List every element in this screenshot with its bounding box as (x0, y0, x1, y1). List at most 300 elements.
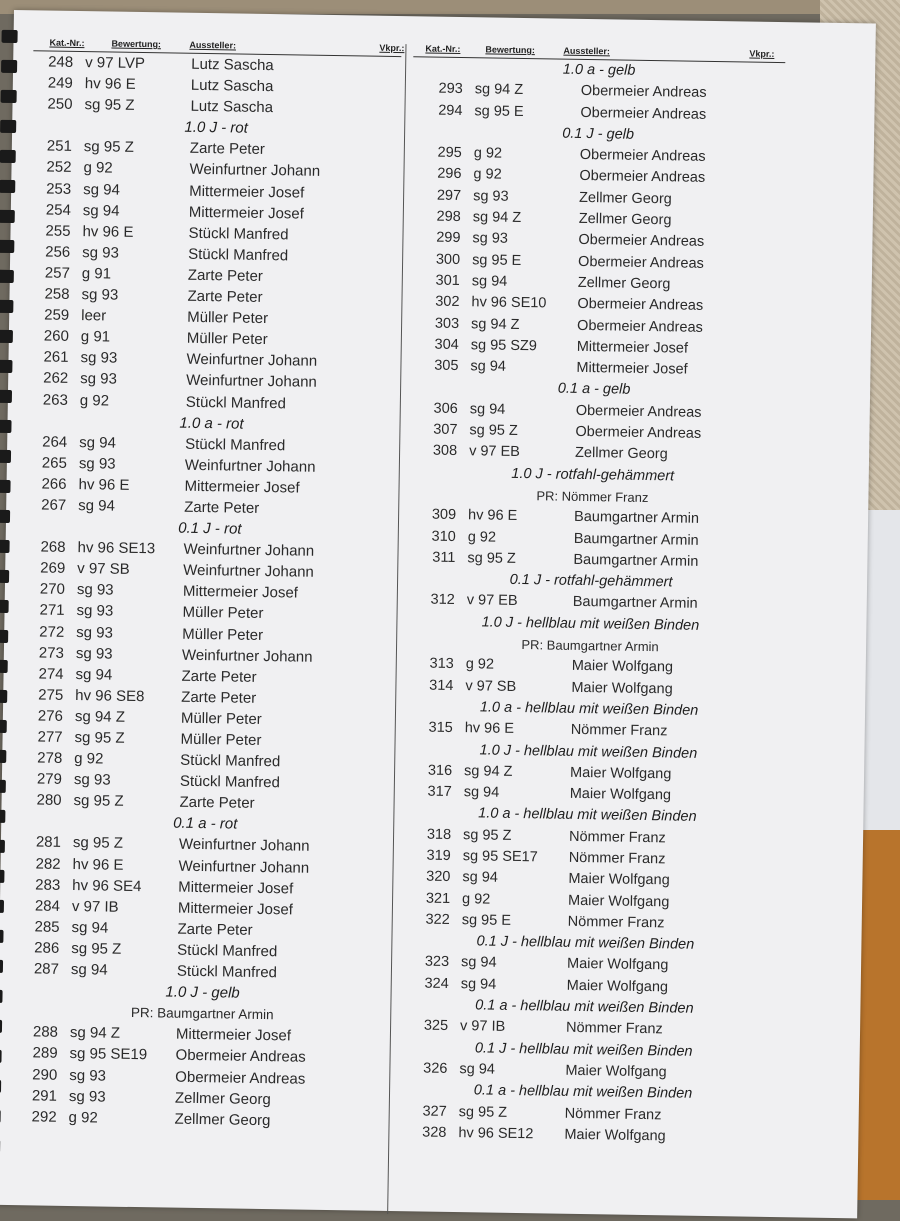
catalog-number: 323 (399, 952, 449, 974)
binding-ring (0, 360, 13, 373)
class-heading-text: 0.1 J - gelb (562, 126, 634, 143)
exhibitor-name: Stückl Manfred (177, 940, 277, 963)
rating: sg 94 (78, 495, 115, 517)
binding-ring (0, 780, 6, 793)
rating: sg 93 (77, 579, 114, 601)
exhibitor-name: Lutz Sascha (191, 75, 274, 97)
rating: v 97 IB (460, 1016, 505, 1038)
exhibitor-name: Weinfurtner Johann (185, 455, 316, 478)
rating: v 97 SB (77, 558, 130, 580)
catalog-entry (396, 1122, 768, 1149)
exhibitor-name: Mittermeier Josef (178, 897, 293, 920)
exhibitor-name: Zellmer Georg (578, 273, 671, 296)
catalog-number: 298 (411, 206, 461, 228)
rating: g 92 (74, 748, 104, 770)
rating: sg 95 E (472, 250, 522, 272)
exhibitor-name: Obermeier Andreas (576, 401, 702, 424)
catalog-number: 258 (29, 283, 69, 305)
binding-ring (0, 270, 14, 283)
exhibitor-name: Weinfurtner Johann (182, 644, 313, 667)
binding-ring (1, 90, 17, 103)
exhibitor-name: Müller Peter (182, 623, 263, 645)
catalog-number: 309 (406, 504, 456, 526)
rating: sg 95 Z (469, 420, 518, 442)
exhibitor-name: Obermeier Andreas (577, 315, 703, 338)
catalog-number: 311 (405, 547, 455, 569)
class-heading-text: 0.1 a - gelb (558, 381, 631, 398)
rating: g 91 (82, 263, 112, 285)
rating: hv 96 E (468, 505, 518, 527)
rating: v 97 IB (72, 896, 119, 918)
rating: sg 94 Z (464, 761, 513, 783)
judge-text: PR: Baumgartner Armin (521, 637, 658, 654)
catalog-number: 284 (20, 895, 60, 917)
exhibitor-name: Weinfurtner Johann (183, 539, 314, 562)
binding-ring (0, 1020, 2, 1033)
rating: sg 93 (69, 1065, 106, 1087)
header-kat-nr: Kat.-Nr.: (425, 43, 460, 54)
rating: sg 95 E (462, 910, 512, 932)
exhibitor-name: Mittermeier Josef (576, 358, 688, 381)
catalog-number: 302 (409, 292, 459, 314)
exhibitor-name: Obermeier Andreas (175, 1045, 305, 1068)
rating: sg 93 (81, 284, 118, 306)
catalog-number: 317 (402, 781, 452, 803)
rating: v 97 SB (465, 676, 516, 698)
exhibitor-name: Maier Wolfgang (567, 976, 669, 999)
rating: v 97 EB (467, 591, 518, 613)
catalog-number: 281 (21, 832, 61, 854)
judge-text: PR: Baumgartner Armin (131, 1005, 274, 1022)
catalog-number: 319 (401, 845, 451, 867)
rating: sg 94 Z (471, 314, 520, 336)
rating: sg 93 (473, 186, 509, 208)
exhibitor-name: Maier Wolfgang (572, 656, 674, 679)
rating: sg 93 (69, 1086, 106, 1108)
exhibitor-name: Maier Wolfgang (571, 677, 673, 700)
exhibitor-name: Zarte Peter (188, 265, 263, 287)
binding-ring (0, 210, 15, 223)
binding-ring (0, 1110, 1, 1123)
exhibitor-name: Maier Wolfgang (570, 763, 672, 786)
binding-ring (0, 930, 4, 943)
catalog-number: 293 (413, 79, 463, 101)
rating: sg 95 Z (74, 727, 124, 749)
rating: sg 94 (462, 867, 498, 889)
exhibitor-name: Zellmer Georg (174, 1108, 270, 1131)
rating: sg 93 (80, 368, 117, 390)
catalog-number: 299 (410, 228, 460, 250)
binding-ring (0, 570, 9, 583)
binding-ring (0, 390, 12, 403)
exhibitor-name: Zarte Peter (187, 286, 262, 308)
exhibitor-name: Lutz Sascha (190, 96, 273, 118)
catalog-number: 304 (409, 334, 459, 356)
catalog-number: 255 (30, 220, 70, 242)
catalog-number: 325 (398, 1016, 448, 1038)
header-aussteller: Aussteller: (563, 46, 610, 57)
rating: sg 94 Z (473, 207, 522, 229)
exhibitor-name: Weinfurtner Johann (179, 834, 310, 857)
rating: hv 96 SE10 (471, 292, 546, 314)
catalog-number: 265 (27, 452, 67, 474)
judge-text: PR: Nömmer Franz (536, 488, 648, 505)
catalog-number: 327 (397, 1101, 447, 1123)
class-heading-text: 0.1 J - rotfahl-gehämmert (510, 572, 673, 591)
catalog-number: 326 (397, 1058, 447, 1080)
class-heading-text: 0.1 J - rot (178, 520, 242, 538)
catalog-number: 322 (400, 909, 450, 931)
catalog-entry (16, 1106, 384, 1133)
catalog-number: 307 (407, 419, 457, 441)
rating: leer (81, 305, 106, 326)
exhibitor-name: Zarte Peter (190, 138, 265, 160)
catalog-number: 266 (26, 473, 66, 495)
exhibitor-name: Maier Wolfgang (568, 890, 670, 913)
catalog-number: 294 (412, 100, 462, 122)
rating: sg 94 (71, 917, 108, 939)
catalog-number: 267 (26, 494, 66, 516)
binding-ring (0, 720, 7, 733)
exhibitor-name: Zarte Peter (181, 665, 256, 687)
binding-ring (0, 420, 12, 433)
class-heading-text: 0.1 a - hellblau mit weißen Binden (474, 1083, 693, 1102)
rating: sg 94 (461, 953, 497, 975)
rating: sg 93 (80, 347, 117, 369)
exhibitor-name: Weinfurtner Johann (189, 159, 320, 182)
catalog-number: 270 (25, 579, 65, 601)
catalog-number: 248 (33, 51, 73, 73)
binding-ring (0, 900, 4, 913)
binding-ring (0, 810, 5, 823)
rating: hv 96 E (82, 221, 133, 243)
rating: sg 95 Z (73, 832, 123, 854)
rating: sg 93 (472, 229, 508, 251)
rating: sg 95 Z (73, 790, 123, 812)
right-column (396, 40, 785, 1149)
exhibitor-name: Nömmer Franz (569, 827, 666, 850)
exhibitor-name: Zellmer Georg (579, 209, 672, 232)
exhibitor-name: Weinfurtner Johann (186, 370, 317, 393)
catalog-number: 305 (408, 355, 458, 377)
rating: v 97 EB (469, 442, 520, 464)
catalog-number: 275 (23, 684, 63, 706)
exhibitor-name: Baumgartner Armin (574, 528, 699, 551)
catalog-number: 291 (17, 1085, 57, 1107)
exhibitor-name: Müller Peter (180, 729, 261, 751)
rating: g 92 (474, 143, 503, 165)
exhibitor-name: Mittermeier Josef (176, 1024, 291, 1047)
rating: sg 95 SZ9 (471, 335, 537, 357)
catalog-number: 300 (410, 249, 460, 271)
rating: g 92 (83, 158, 113, 180)
catalog-number: 289 (17, 1043, 57, 1065)
class-heading-text: 1.0 J - hellblau mit weißen Binden (479, 742, 697, 761)
binding-ring (0, 870, 4, 883)
catalog-page (0, 10, 876, 1218)
rating: sg 94 (83, 179, 120, 201)
exhibitor-name: Zellmer Georg (175, 1087, 271, 1110)
catalog-number: 328 (396, 1122, 446, 1144)
exhibitor-name: Stückl Manfred (180, 771, 280, 794)
binding-ring (1, 60, 17, 73)
exhibitor-name: Zellmer Georg (575, 443, 668, 466)
exhibitor-name: Maier Wolfgang (570, 784, 672, 807)
binding-ring (0, 1080, 1, 1093)
exhibitor-name: Stückl Manfred (177, 961, 277, 984)
exhibitor-name: Maier Wolfgang (564, 1125, 666, 1148)
rating: sg 93 (76, 600, 113, 622)
class-heading-text: 1.0 a - hellblau mit weißen Binden (478, 806, 697, 825)
entry-list (16, 51, 401, 1132)
binding-ring (0, 600, 9, 613)
exhibitor-name: Mittermeier Josef (189, 180, 304, 203)
rating: sg 94 (79, 432, 116, 454)
exhibitor-name: Müller Peter (182, 602, 263, 624)
catalog-number: 312 (405, 590, 455, 612)
catalog-number: 262 (28, 368, 68, 390)
catalog-number: 251 (32, 136, 72, 158)
exhibitor-name: Baumgartner Armin (573, 592, 698, 615)
rating: hv 96 SE4 (72, 875, 142, 897)
exhibitor-name: Stückl Manfred (188, 244, 288, 267)
catalog-number: 260 (29, 325, 69, 347)
binding-ring (0, 1050, 2, 1063)
binding-ring (0, 150, 16, 163)
exhibitor-name: Nömmer Franz (565, 1103, 662, 1126)
class-heading-text: 1.0 a - gelb (563, 62, 636, 79)
exhibitor-name: Müller Peter (181, 708, 262, 730)
exhibitor-name: Maier Wolfgang (567, 954, 669, 977)
catalog-number: 313 (404, 654, 454, 676)
exhibitor-name: Stückl Manfred (186, 391, 286, 414)
catalog-number: 303 (409, 313, 459, 335)
rating: sg 94 Z (70, 1022, 120, 1044)
rating: sg 94 (470, 356, 506, 378)
exhibitor-name: Müller Peter (187, 307, 268, 329)
catalog-number: 254 (31, 199, 71, 221)
exhibitor-name: Nömmer Franz (569, 848, 666, 871)
rating: sg 94 (470, 399, 506, 421)
exhibitor-name: Obermeier Andreas (580, 103, 706, 126)
rating: sg 93 (82, 242, 119, 264)
rating: g 92 (68, 1107, 98, 1129)
catalog-number: 296 (411, 164, 461, 186)
catalog-number: 290 (17, 1064, 57, 1086)
exhibitor-name: Stückl Manfred (185, 433, 285, 456)
binding-ring (0, 510, 10, 523)
exhibitor-name: Mittermeier Josef (178, 876, 293, 899)
exhibitor-name: Mittermeier Josef (183, 581, 298, 604)
exhibitor-name: Weinfurtner Johann (178, 855, 309, 878)
binding-ring (0, 630, 8, 643)
catalog-number: 318 (401, 824, 451, 846)
exhibitor-name: Zarte Peter (181, 687, 256, 709)
exhibitor-name: Obermeier Andreas (577, 294, 703, 317)
rating: sg 95 Z (84, 136, 134, 158)
rating: sg 94 Z (475, 80, 524, 102)
catalog-number: 287 (19, 958, 59, 980)
class-heading-text: 1.0 J - rotfahl-gehämmert (511, 466, 674, 485)
binding-ring (0, 120, 16, 133)
exhibitor-name: Obermeier Andreas (578, 252, 704, 275)
rating: sg 94 (71, 959, 108, 981)
header-bewertung: Bewertung: (111, 39, 161, 50)
exhibitor-name: Zarte Peter (184, 497, 259, 519)
catalog-number: 292 (16, 1106, 56, 1128)
class-heading-text: 1.0 a - rot (179, 414, 243, 432)
left-column (16, 34, 401, 1132)
rating: sg 94 (75, 664, 112, 686)
exhibitor-name: Mittermeier Josef (189, 201, 304, 224)
rating: sg 94 (461, 974, 497, 996)
exhibitor-name: Baumgartner Armin (573, 550, 698, 573)
header-kat-nr: Kat.-Nr.: (49, 38, 84, 49)
binding-ring (0, 480, 11, 493)
catalog-number: 295 (412, 142, 462, 164)
rating: hv 96 SE8 (75, 685, 145, 707)
rating: g 92 (466, 654, 495, 676)
exhibitor-name: Nömmer Franz (571, 720, 668, 743)
class-heading-text: 0.1 a - rot (173, 815, 237, 833)
exhibitor-name: Maier Wolfgang (568, 869, 670, 892)
rating: sg 95 E (474, 101, 524, 123)
catalog-number: 308 (407, 441, 457, 463)
exhibitor-name: Stückl Manfred (180, 750, 280, 773)
catalog-number: 320 (400, 866, 450, 888)
rating: sg 93 (74, 769, 111, 791)
binding-ring (0, 300, 13, 313)
rating: g 92 (468, 527, 497, 549)
rating: sg 94 (459, 1059, 495, 1081)
catalog-number: 285 (19, 916, 59, 938)
catalog-number: 250 (32, 93, 72, 115)
catalog-number: 282 (20, 853, 60, 875)
catalog-number: 273 (24, 642, 64, 664)
rating: sg 95 Z (71, 938, 121, 960)
exhibitor-name: Obermeier Andreas (578, 230, 704, 253)
class-heading-text: 1.0 a - hellblau mit weißen Binden (480, 699, 699, 718)
rating: g 92 (473, 165, 502, 187)
rating: sg 94 (472, 271, 508, 293)
catalog-number: 268 (25, 536, 65, 558)
catalog-number: 314 (403, 675, 453, 697)
rating: hv 96 SE13 (77, 537, 155, 559)
rating: sg 95 Z (467, 548, 516, 570)
binding-ring (0, 330, 13, 343)
header-vkpr: Vkpr.: (749, 49, 774, 59)
header-bewertung: Bewertung: (485, 44, 535, 55)
binding-ring (0, 690, 7, 703)
class-heading-text: 1.0 J - hellblau mit weißen Binden (482, 614, 700, 633)
binding-ring (0, 450, 11, 463)
rating: v 97 LVP (85, 52, 145, 74)
binding-ring (0, 240, 14, 253)
binding-ring (0, 960, 3, 973)
binding-ring (0, 180, 15, 193)
rating: g 92 (462, 889, 491, 911)
exhibitor-name: Maier Wolfgang (565, 1061, 667, 1084)
class-heading-text: 1.0 J - rot (184, 119, 248, 137)
catalog-number: 324 (399, 973, 449, 995)
rating: sg 95 Z (84, 94, 134, 116)
binding-ring (1, 30, 17, 43)
exhibitor-name: Zarte Peter (179, 792, 254, 814)
exhibitor-name: Nömmer Franz (568, 912, 665, 935)
header-vkpr: Vkpr.: (379, 43, 404, 53)
binding-ring (0, 840, 5, 853)
binding-ring (0, 540, 10, 553)
class-heading-text: 0.1 a - hellblau mit weißen Binden (475, 997, 694, 1016)
rating: hv 96 E (78, 474, 129, 496)
catalog-number: 261 (28, 347, 68, 369)
entry-list (396, 57, 785, 1149)
catalog-number: 249 (33, 72, 73, 94)
exhibitor-name: Stückl Manfred (188, 223, 288, 246)
catalog-number: 278 (22, 747, 62, 769)
rating: g 91 (81, 326, 111, 348)
rating: hv 96 E (85, 73, 136, 95)
catalog-number: 259 (29, 304, 69, 326)
exhibitor-name: Zellmer Georg (579, 188, 672, 211)
exhibitor-name: Obermeier Andreas (575, 422, 701, 445)
catalog-number: 256 (30, 241, 70, 263)
exhibitor-name: Weinfurtner Johann (186, 349, 317, 372)
catalog-number: 288 (18, 1022, 58, 1044)
exhibitor-name: Obermeier Andreas (579, 166, 705, 189)
exhibitor-name: Obermeier Andreas (581, 81, 707, 104)
catalog-number: 315 (403, 717, 453, 739)
class-heading-text: 0.1 J - hellblau mit weißen Binden (475, 1040, 693, 1059)
catalog-number: 301 (410, 270, 460, 292)
catalog-number: 263 (28, 389, 68, 411)
exhibitor-name: Baumgartner Armin (574, 507, 699, 530)
catalog-number: 252 (31, 157, 71, 179)
exhibitor-name: Müller Peter (187, 328, 268, 350)
binding-ring (0, 990, 3, 1003)
catalog-number: 272 (24, 621, 64, 643)
class-heading-text: 0.1 J - hellblau mit weißen Binden (476, 934, 694, 953)
catalog-number: 274 (23, 663, 63, 685)
exhibitor-name: Mittermeier Josef (577, 337, 689, 360)
catalog-number: 306 (408, 398, 458, 420)
catalog-number: 276 (23, 705, 63, 727)
rating: hv 96 E (72, 854, 123, 876)
catalog-number: 283 (20, 874, 60, 896)
exhibitor-name: Lutz Sascha (191, 54, 274, 76)
exhibitor-name: Mittermeier Josef (184, 476, 299, 499)
catalog-number: 269 (25, 557, 65, 579)
rating: sg 95 Z (459, 1102, 508, 1124)
exhibitor-name: Zarte Peter (177, 919, 252, 941)
rating: sg 93 (76, 622, 113, 644)
catalog-number: 286 (19, 937, 59, 959)
rating: sg 93 (76, 643, 113, 665)
rating: sg 93 (79, 453, 116, 475)
rating: g 92 (80, 390, 110, 412)
rating: sg 94 (83, 200, 120, 222)
rating: sg 95 SE19 (69, 1043, 147, 1065)
catalog-number: 277 (22, 726, 62, 748)
catalog-number: 257 (30, 262, 70, 284)
catalog-number: 253 (31, 178, 71, 200)
exhibitor-name: Nömmer Franz (566, 1018, 663, 1041)
rating: sg 95 Z (463, 825, 512, 847)
exhibitor-name: Obermeier Andreas (175, 1066, 305, 1089)
catalog-number: 297 (411, 185, 461, 207)
rating: hv 96 E (465, 718, 515, 740)
header-aussteller: Aussteller: (189, 40, 236, 51)
